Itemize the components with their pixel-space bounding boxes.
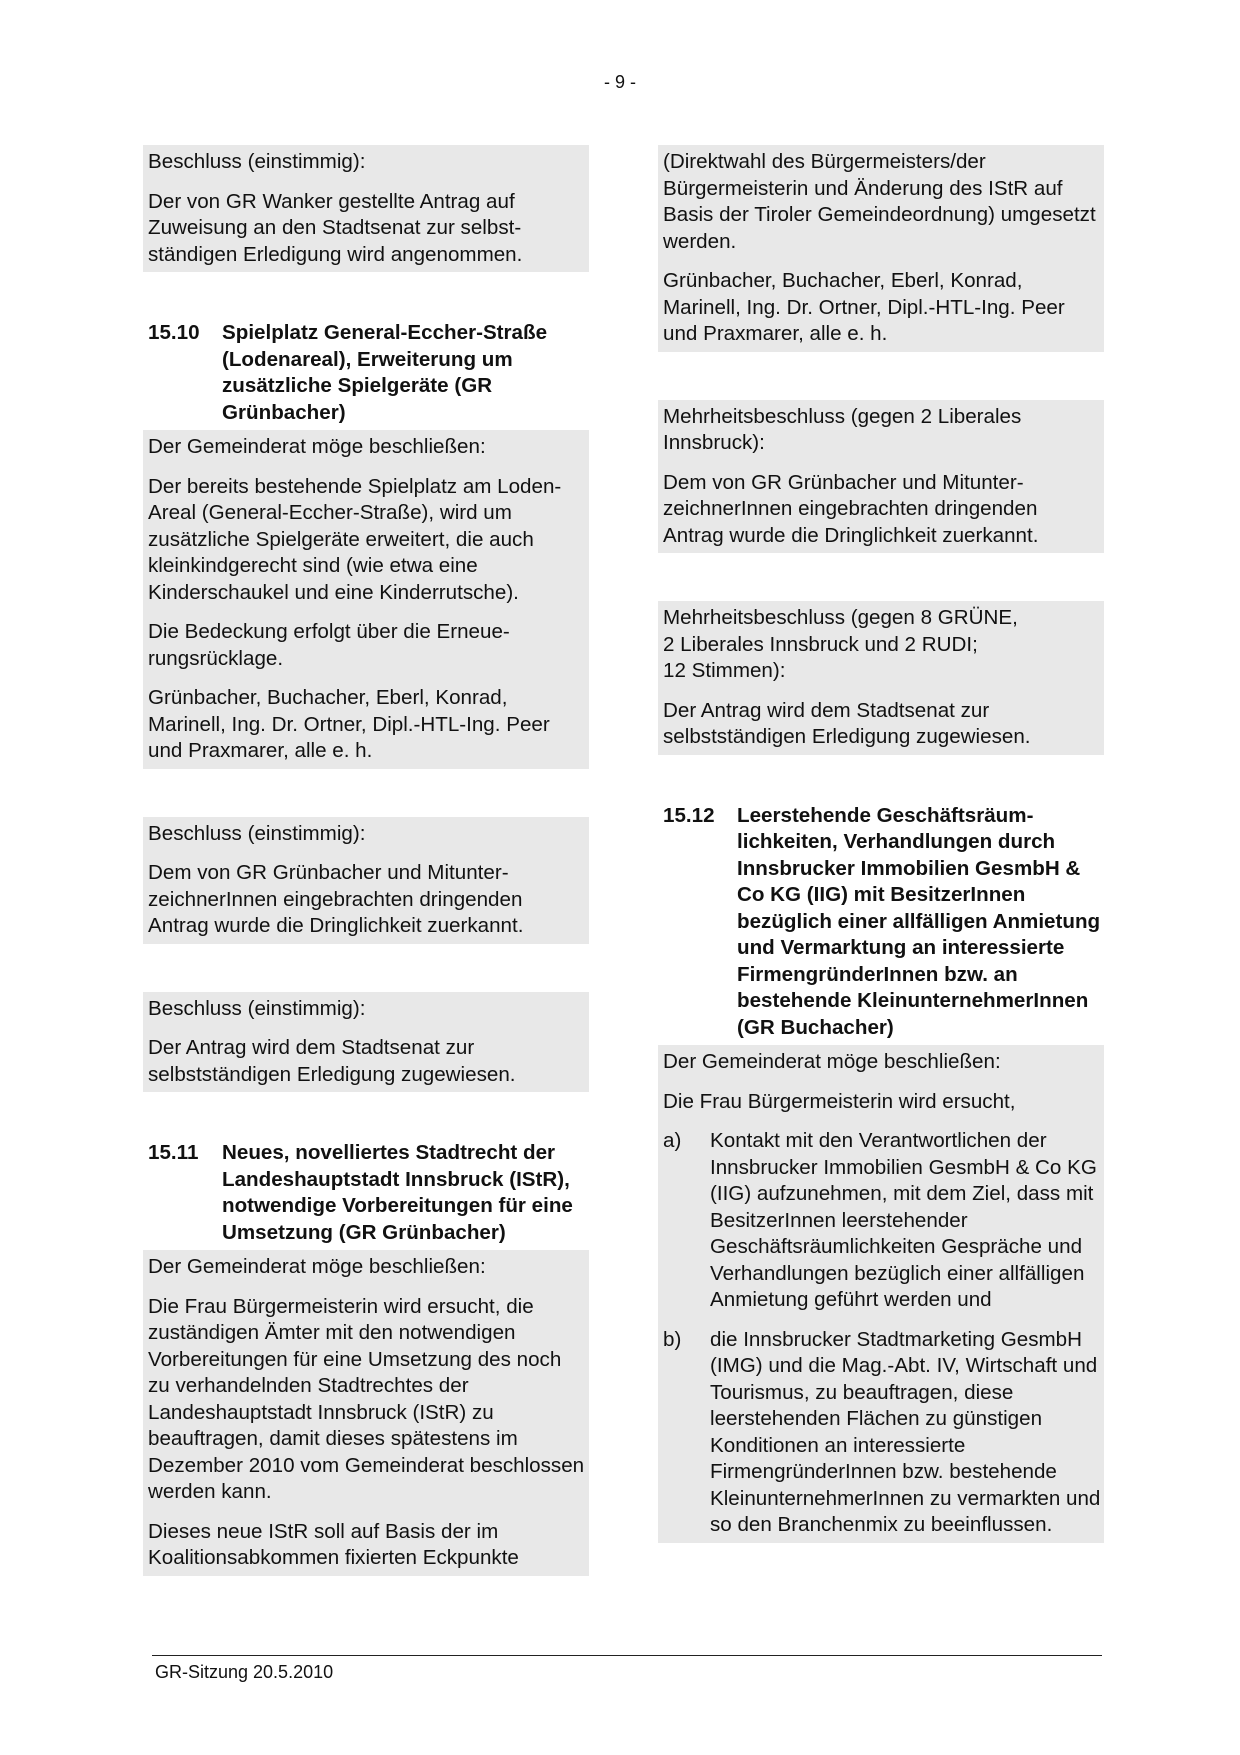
resolution-label: Beschluss (einstimmig): — [148, 150, 366, 173]
resolution-block — [143, 817, 589, 944]
motion-text: Der bereits bestehende Spielplatz am Loden-Areal (General-Eccher-Straße), wird um zusätzliche Spielgeräte erweitert, die auch kleinkindgerecht sind (wie etwa eine Kinderschaukel und eine Kinderrutsche). — [148, 474, 562, 604]
resolution-block — [143, 992, 589, 1093]
resolution-text: Der von GR Wanker gestellte Antrag auf Zuweisung an den Stadtsenat zur selbstständigen Erledigung wird angenommen. — [148, 189, 523, 266]
signers-text: Grünbacher, Buchacher, Eberl, Konrad, Marinell, Ing. Dr. Ortner, Dipl.-HTL-Ing. Peer und Praxmarer, alle e. h. — [663, 269, 1065, 345]
left-column — [143, 145, 589, 1576]
signers-text: Grünbacher, Buchacher, Eberl, Konrad, Marinell, Ing. Dr. Ortner, Dipl.-HTL-Ing. Peer und Praxmarer, alle e. h. — [148, 686, 550, 762]
item-number: 15.12 — [663, 803, 715, 827]
list-item — [663, 1128, 1101, 1314]
resolution-block — [658, 601, 1104, 755]
right-column — [658, 145, 1104, 1543]
motion-text: Die Frau Bürgermeisterin wird ersucht, die zuständigen Ämter mit den notwendigen Vorbereitungen für eine Umsetzung des noch zu verhandelnden Stadtrechtes der Landeshauptstadt Innsbruck (IStR) zu beauftragen, damit dieses spätestens im Dezember 2010 vom Gemeinderat beschlossen werden kann. — [148, 1294, 585, 1503]
resolution-label-line: 2 Liberales Innsbruck und 2 RUDI; — [663, 632, 978, 656]
list-item-text: Kontakt mit den Verantwortlichen der Innsbrucker Immobilien GesmbH & Co KG (IIG) aufzunehmen, mit dem Ziel, dass mit BesitzerInnen leerstehender Geschäftsräumlichkeiten Gespräche und Verhandlungen bezüglich einer allfälligen Anmietung geführt werden und — [710, 1129, 1097, 1311]
motion-block-15-10 — [143, 430, 589, 769]
item-number: 15.11 — [148, 1141, 199, 1164]
item-heading-15-12 — [658, 803, 1104, 1042]
motion-block-15-12 — [658, 1045, 1104, 1543]
motion-text: Dieses neue IStR soll auf Basis der im Koalitionsabkommen fixierten Eckpunkte — [148, 1519, 519, 1569]
motion-continuation-block — [658, 145, 1104, 352]
resolution-label: Beschluss (einstimmig): — [148, 821, 366, 845]
resolution-label-line: 12 Stimmen): — [663, 659, 786, 682]
item-heading-15-10 — [143, 320, 589, 426]
list-item-text: die Innsbrucker Stadtmarketing GesmbH (IMG) und die Mag.-Abt. IV, Wirtschaft und Tourismus, zu beauftragen, diese leerstehenden Flächen zu günstigen Konditionen an interessierte FirmengründerInnen bzw. bestehende KleinunternehmerInnen zu vermarkten und so den Branchenmix zu beeinflussen. — [710, 1327, 1101, 1536]
motion-block-15-11 — [143, 1250, 589, 1576]
motion-intro: Die Frau Bürgermeisterin wird ersucht, — [663, 1089, 1016, 1113]
resolution-text: Dem von GR Grünbacher und MitunterzeichnerInnen eingebrachten dringenden Antrag wurde die Dringlichkeit zuerkannt. — [663, 470, 1039, 547]
motion-text: (Direktwahl des Bürgermeisters/der Bürgermeisterin und Änderung des IStR auf Basis der Tiroler Gemeindeordnung) umgesetzt werden. — [663, 150, 1096, 253]
resolution-text: Der Antrag wird dem Stadtsenat zur selbstständigen Erledigung zugewiesen. — [148, 1036, 516, 1086]
resolution-label-line: Mehrheitsbeschluss (gegen 8 GRÜNE, — [663, 606, 1018, 629]
footer-text: GR-Sitzung 20.5.2010 — [155, 1662, 334, 1682]
motion-label: Der Gemeinderat möge beschließen: — [148, 1255, 486, 1278]
list-marker: a) — [663, 1129, 682, 1152]
resolution-text: Der Antrag wird dem Stadtsenat zur selbstständigen Erledigung zugewiesen. — [663, 698, 1031, 748]
resolution-text: Dem von GR Grünbacher und MitunterzeichnerInnen eingebrachten dringenden Antrag wurde die Dringlichkeit zuerkannt. — [148, 861, 524, 937]
item-heading-15-11 — [143, 1140, 589, 1246]
resolution-block — [143, 145, 589, 272]
list-marker: b) — [663, 1327, 682, 1351]
motion-text: Die Bedeckung erfolgt über die Erneuerungsrücklage. — [148, 620, 510, 670]
footer-divider — [152, 1655, 1102, 1656]
item-number: 15.10 — [148, 321, 200, 344]
resolution-block — [658, 400, 1104, 554]
page-number: - 9 - — [603, 72, 636, 92]
item-title: Spielplatz General-Eccher-Straße (Lodenareal), Erweiterung um zusätzliche Spielgeräte (GR Grünbacher) — [222, 321, 548, 424]
motion-label: Der Gemeinderat möge beschließen: — [148, 435, 486, 458]
resolution-label: Beschluss (einstimmig): — [148, 996, 366, 1020]
item-title: Neues, novelliertes Stadtrecht der Landeshauptstadt Innsbruck (IStR), notwendige Vorbereitungen für eine Umsetzung (GR Grünbacher) — [222, 1141, 573, 1244]
resolution-label — [663, 605, 1101, 685]
resolution-label: Mehrheitsbeschluss (gegen 2 Liberales Innsbruck): — [663, 404, 1022, 454]
item-title: Leerstehende Geschäftsräumlichkeiten, Verhandlungen durch Innsbrucker Immobilien GesmbH & Co KG (IIG) mit BesitzerInnen bezüglich einer allfälligen Anmietung und Vermarktung an interessierte FirmengründerInnen bzw. an bestehende KleinunternehmerInnen (GR Buchacher) — [737, 803, 1101, 1039]
list-item — [663, 1327, 1101, 1539]
motion-label: Der Gemeinderat möge beschließen: — [663, 1050, 1001, 1073]
